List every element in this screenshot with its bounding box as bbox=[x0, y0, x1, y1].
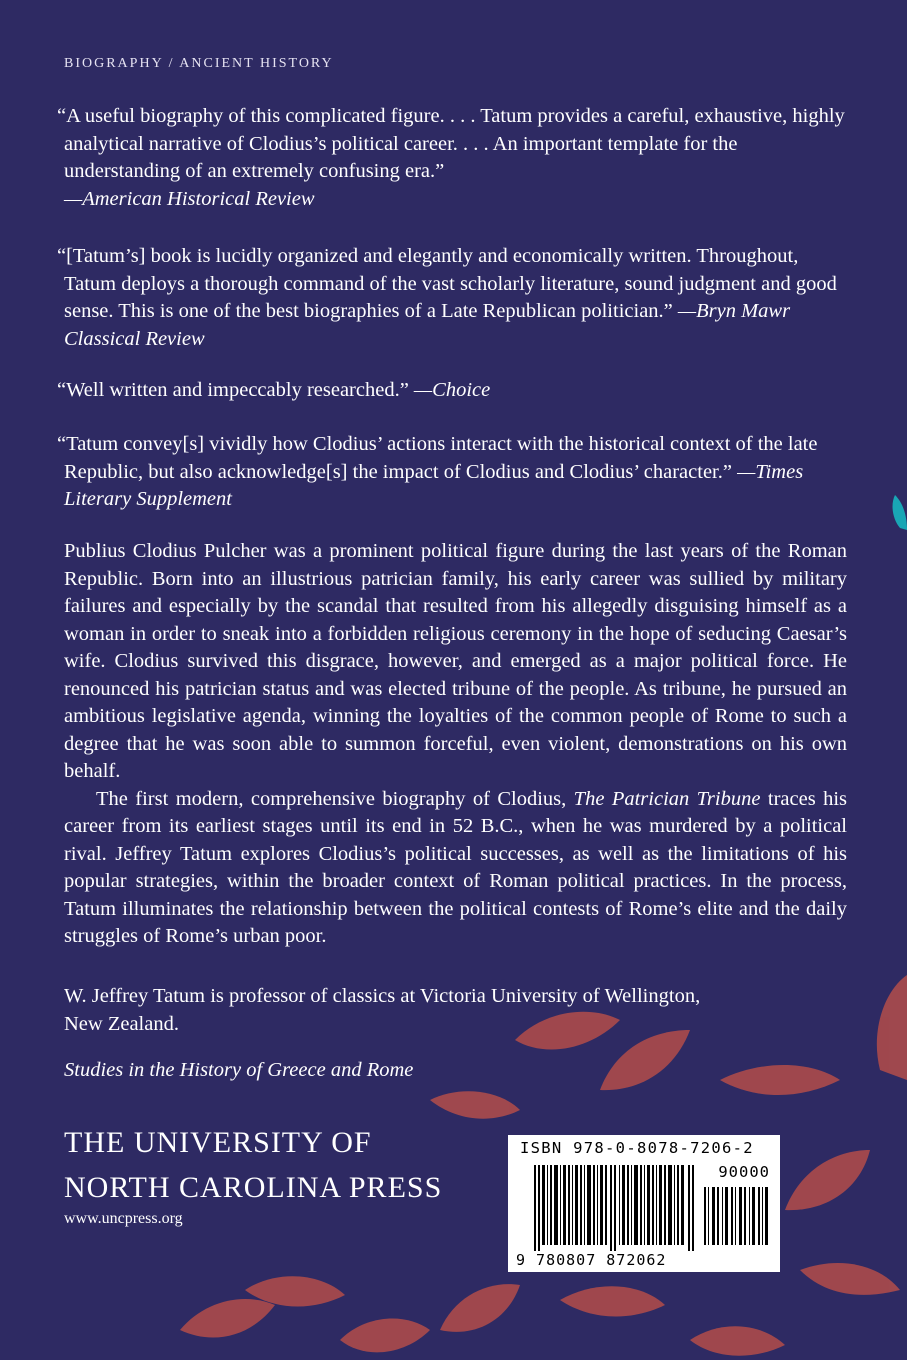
price-code: 90000 bbox=[718, 1163, 770, 1181]
review-text: “A useful biography of this complicated figure. . . . Tatum provides a careful, exhaustive, highly analytical narrative of Clodius’s political career. . . . An important template for the understanding of an extremely confusing era.” bbox=[57, 105, 845, 182]
price-barcode-bars bbox=[704, 1187, 770, 1245]
book-title: The Patrician Tribune bbox=[573, 787, 761, 810]
review-quote-1 bbox=[50, 103, 850, 213]
publisher-website: www.uncpress.org bbox=[64, 1210, 183, 1227]
review-text: “[Tatum’s] book is lucidly organized and elegantly and economically written. Throughout, Tatum deploys a thorough command of the vast scholarly literature, sound judgment and good sense. This is one of the best biographies of a Late Republican politician.” bbox=[57, 245, 837, 322]
category-label: BIOGRAPHY / ANCIENT HISTORY bbox=[64, 56, 334, 71]
review-text: “Tatum convey[s] vividly how Clodius’ actions interact with the historical context of the late Republic, but also acknowledge[s] the impact of Clodius and Clodius’ character.” bbox=[57, 433, 818, 483]
author-bio bbox=[64, 983, 847, 1038]
book-description bbox=[64, 538, 847, 951]
review-source: —American Historical Review bbox=[64, 187, 315, 210]
publisher-line: NORTH CAROLINA PRESS bbox=[64, 1171, 443, 1204]
review-quote-4 bbox=[50, 431, 850, 514]
description-paragraph-2 bbox=[64, 786, 847, 951]
description-paragraph-1: Publius Clodius Pulcher was a prominent political figure during the last years of the Roman Republic. Born into an illustrious patrician family, his early career was sullied by military failures and especially by the scandal that resulted from his allegedly disguising himself as a woman in order to sneak into a forbidden religious ceremony in the hope of seducing Caesar’s wife. Clodius survived this disgrace, however, and emerged as a major political force. He renounced his patrician status and was elected tribune of the people. As tribune, he pursued an ambitious legislative agenda, winning the loyalties of the common people of Rome to such a degree that he was soon able to summon forceful, even violent, demonstrations on his own behalf. bbox=[64, 540, 847, 782]
review-source: —Times Literary Supplement bbox=[64, 460, 804, 510]
description-text: The first modern, comprehensive biography of Clodius, bbox=[96, 787, 574, 810]
author-bio-line: W. Jeffrey Tatum is professor of classics at Victoria University of Wellington, bbox=[64, 985, 701, 1007]
publisher-name bbox=[64, 1120, 442, 1210]
series-title: Studies in the History of Greece and Rome bbox=[64, 1059, 414, 1081]
author-bio-line: New Zealand. bbox=[64, 1012, 179, 1035]
review-text: “Well written and impeccably researched.” bbox=[57, 379, 414, 401]
review-source: —Choice bbox=[413, 379, 491, 401]
ean-number: 9 780807 872062 bbox=[516, 1251, 667, 1269]
review-source: —Bryn Mawr Classical Review bbox=[64, 300, 791, 350]
ean-barcode-bars bbox=[534, 1165, 696, 1251]
isbn-barcode bbox=[508, 1135, 780, 1272]
description-text: traces his career from its earliest stages until its end in 52 B.C., when he was murdered by a political rival. Jeffrey Tatum explores Clodius’s political successes, as well as the limitations of his popular strategies, within the broader context of Roman political practices. In the process, Tatum illuminates the relationship between the political contests of Rome’s elite and the daily struggles of Rome’s urban poor. bbox=[64, 787, 847, 947]
isbn-text: ISBN 978-0-8078-7206-2 bbox=[520, 1139, 754, 1157]
review-quote-2 bbox=[50, 243, 850, 353]
review-quote-3 bbox=[50, 377, 850, 405]
publisher-line: THE UNIVERSITY OF bbox=[64, 1126, 372, 1159]
